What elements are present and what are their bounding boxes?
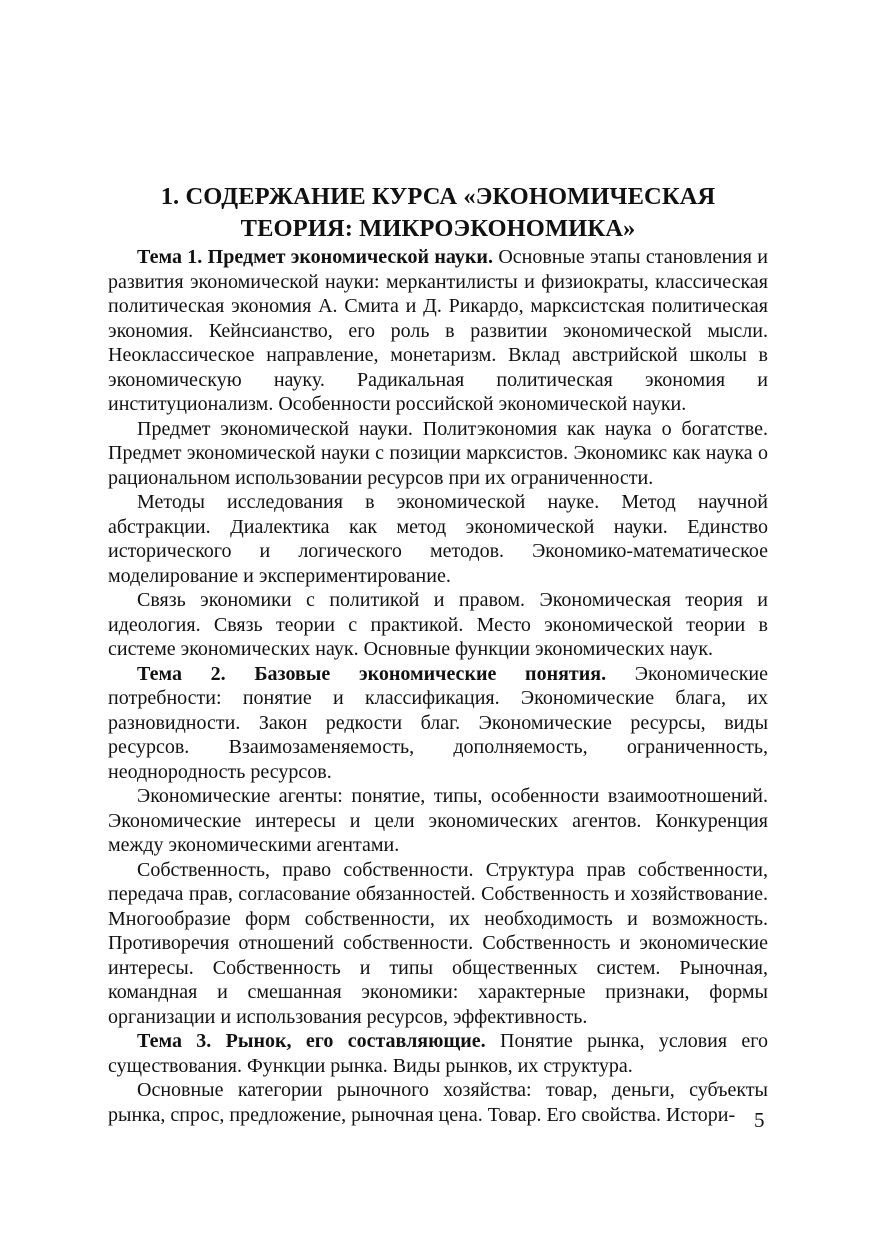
paragraph-text: Основные категории рыночного хозяйства: товар, деньги, субъекты рынка, спрос, предложение, рыночная цена. Товар. Его свойства. Истори- <box>108 1079 768 1126</box>
paragraph-text: Предмет экономической науки. Политэкономия как наука о богатстве. Предмет экономической науки с позиции марксистов. Экономикс как наука о рациональном использовании ресурсов при их ограниченности. <box>108 417 768 489</box>
paragraph-text: Собственность, право собственности. Структура прав собственности, передача прав, согласование обязанностей. Собственность и хозяйствование. Многообразие форм собственности, их необходимость и возможность. Противоречия отношений собственности. Собственность и экономические интересы. Собственность и типы общественных систем. Рыночная, командная и смешанная экономики: характерные признаки, формы организации и использования ресурсов, эффективность. <box>108 858 768 1028</box>
paragraph-text: Методы исследования в экономической науке. Метод научной абстракции. Диалектика как метод экономической науки. Единство исторического и логического методов. Экономико-математическое моделирование и экспериментирование. <box>108 491 768 587</box>
topic-heading: Тема 2. Базовые экономические понятия. <box>137 662 607 685</box>
paragraph <box>108 662 768 785</box>
paragraph-text: Понятие рынка, условия его существования. Функции рынка. Виды рынков, их структура. <box>108 1030 768 1077</box>
paragraph-text: Экономические агенты: понятие, типы, особенности взаимоотношений. Экономические интересы и цели экономических агентов. Конкуренция между экономическими агентами. <box>108 785 768 856</box>
paragraph <box>108 417 768 491</box>
paragraph <box>108 1029 768 1078</box>
paragraph <box>108 858 768 1030</box>
paragraph <box>108 245 768 417</box>
paragraph <box>108 490 768 588</box>
paragraph <box>108 784 768 858</box>
page-number: 5 <box>754 1108 765 1132</box>
paragraph-text: Основные этапы становления и развития экономической науки: меркантилисты и физиократы, классическая политическая экономия А. Смита и Д. Рикардо, марксистская политическая экономия. Кейнсианство, его роль в развитии экономической мысли. Неоклассическое направление, монетаризм. Вклад австрийской школы в экономическую науку. Радикальная политическая экономия и институционализм. Особенности российской экономической науки. <box>108 246 769 415</box>
chapter-title-line-1: 1. СОДЕРЖАНИЕ КУРСА «ЭКОНОМИЧЕСКАЯ <box>160 183 716 211</box>
topic-heading: Тема 1. Предмет экономической науки. <box>137 246 493 268</box>
paragraph-text: Связь экономики с политикой и правом. Экономическая теория и идеология. Связь теории с практикой. Место экономической теории в системе экономических наук. Основные функции экономических наук. <box>108 589 768 660</box>
paragraph-text: Экономические потребности: понятие и классификация. Экономические блага, их разновидности. Закон редкости благ. Экономические ресурсы, виды ресурсов. Взаимозаменяемость, дополняемость, ограниченность, неоднородность ресурсов. <box>108 662 768 783</box>
body-text <box>108 245 768 1127</box>
topic-heading: Тема 3. Рынок, его составляющие. <box>137 1030 486 1052</box>
chapter-title <box>108 181 768 245</box>
chapter-title-line-2: ТЕОРИЯ: МИКРОЭКОНОМИКА» <box>240 215 636 243</box>
paragraph <box>108 588 768 662</box>
paragraph <box>108 1078 768 1127</box>
